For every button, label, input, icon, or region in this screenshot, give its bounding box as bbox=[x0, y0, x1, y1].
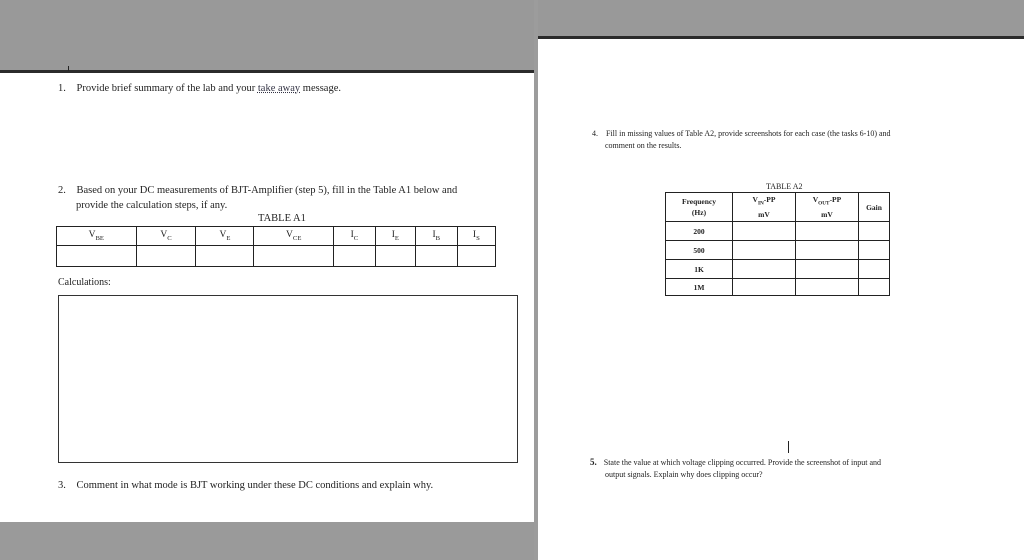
calculations-box[interactable] bbox=[58, 295, 518, 463]
table-a1-header-ib: $I_B$ bbox=[415, 227, 457, 246]
table-a2-frequency-cell: 200 bbox=[666, 222, 733, 241]
table-a2-row bbox=[666, 222, 890, 241]
table-a2-gain-cell[interactable] bbox=[859, 222, 890, 241]
table-a2-header-frequency: Frequency (Hz) bbox=[666, 193, 733, 222]
question-4-number: 4. bbox=[592, 129, 598, 138]
question-4-text: Fill in missing values of Table A2, provide screenshots for each case (the tasks 6-10) and bbox=[606, 129, 891, 138]
question-3-number: 3. bbox=[58, 480, 66, 491]
toolbar-gap-right bbox=[538, 0, 1024, 36]
table-a1-cell-ie[interactable] bbox=[375, 246, 415, 267]
question-2-number: 2. bbox=[58, 185, 66, 196]
table-a2 bbox=[665, 192, 890, 296]
question-2-line-1 bbox=[58, 184, 457, 197]
table-a2-header-row bbox=[666, 193, 890, 222]
question-4-line-2: comment on the results. bbox=[605, 141, 682, 150]
calculations-label: Calculations: bbox=[58, 277, 111, 288]
table-a1-header-vbe: $V_{BE}$ bbox=[57, 227, 137, 246]
table-a2-vin-cell[interactable] bbox=[733, 222, 796, 241]
table-a1 bbox=[56, 226, 496, 267]
question-1-text-end: message. bbox=[300, 83, 341, 94]
page-header-rule-right bbox=[538, 36, 1024, 39]
table-a1-header-ic: $I_C$ bbox=[334, 227, 376, 246]
table-a1-cell-is[interactable] bbox=[457, 246, 495, 267]
table-a1-header-ie: $I_E$ bbox=[375, 227, 415, 246]
table-a2-vin-cell[interactable] bbox=[733, 241, 796, 260]
table-a2-header-vout: $V_{OUT}-PP$ mV bbox=[796, 193, 859, 222]
table-a1-header-vce: $V_{CE}$ bbox=[254, 227, 334, 246]
page-gap-bottom bbox=[0, 522, 534, 560]
table-a1-cell-ic[interactable] bbox=[334, 246, 376, 267]
text-cursor bbox=[788, 441, 789, 453]
question-2-text: Based on your DC measurements of BJT-Amplifier (step 5), fill in the Table A1 below and bbox=[76, 185, 458, 196]
table-a2-frequency-cell: 1K bbox=[666, 260, 733, 279]
table-a1-cell-ib[interactable] bbox=[415, 246, 457, 267]
table-a2-row bbox=[666, 260, 890, 279]
table-a2-vout-cell[interactable] bbox=[796, 222, 859, 241]
page-header-rule bbox=[0, 70, 534, 73]
table-a1-value-row bbox=[57, 246, 496, 267]
question-5-text: State the value at which voltage clipping occurred. Provide the screenshot of input and bbox=[603, 458, 881, 467]
table-a2-row bbox=[666, 241, 890, 260]
question-4-line-1 bbox=[592, 128, 891, 139]
question-2-line-2: provide the calculation steps, if any. bbox=[76, 200, 228, 211]
table-a2-frequency-cell: 500 bbox=[666, 241, 733, 260]
table-a2-vout-cell[interactable] bbox=[796, 260, 859, 279]
table-a1-cell-ve[interactable] bbox=[196, 246, 254, 267]
question-3 bbox=[58, 479, 433, 492]
table-a2-vout-cell[interactable] bbox=[796, 279, 859, 296]
question-5-number: 5. bbox=[590, 457, 597, 467]
table-a2-frequency-cell: 1M bbox=[666, 279, 733, 296]
header-tick bbox=[68, 66, 69, 71]
table-a2-header-vin: $V_{IN}-PP$ mV bbox=[733, 193, 796, 222]
table-a2-header-gain: Gain bbox=[859, 193, 890, 222]
take-away-link[interactable]: take away bbox=[257, 83, 301, 94]
table-a2-vin-cell[interactable] bbox=[733, 279, 796, 296]
question-5-line-2: output signals. Explain why does clipping occur? bbox=[605, 470, 763, 479]
question-5-line-1 bbox=[590, 457, 881, 468]
table-a2-gain-cell[interactable] bbox=[859, 279, 890, 296]
question-1 bbox=[58, 82, 341, 95]
table-a1-cell-vc[interactable] bbox=[136, 246, 196, 267]
question-1-text: Provide brief summary of the lab and your bbox=[76, 83, 258, 94]
table-a1-header-ve: $V_E$ bbox=[196, 227, 254, 246]
question-1-number: 1. bbox=[58, 83, 66, 94]
table-a1-cell-vbe[interactable] bbox=[57, 246, 137, 267]
table-a2-vout-cell[interactable] bbox=[796, 241, 859, 260]
toolbar-gap bbox=[0, 0, 534, 70]
table-a1-header-row bbox=[57, 227, 496, 246]
table-a2-row bbox=[666, 279, 890, 296]
question-3-text: Comment in what mode is BJT working under these DC conditions and explain why. bbox=[76, 480, 434, 491]
table-a2-gain-cell[interactable] bbox=[859, 241, 890, 260]
table-a1-header-is: $I_S$ bbox=[457, 227, 495, 246]
table-a1-title: TABLE A1 bbox=[258, 213, 306, 224]
table-a1-header-vc: $V_C$ bbox=[136, 227, 196, 246]
table-a2-gain-cell[interactable] bbox=[859, 260, 890, 279]
table-a2-title: TABLE A2 bbox=[766, 182, 803, 191]
table-a1-cell-vce[interactable] bbox=[254, 246, 334, 267]
right-page bbox=[538, 0, 1024, 560]
table-a2-vin-cell[interactable] bbox=[733, 260, 796, 279]
